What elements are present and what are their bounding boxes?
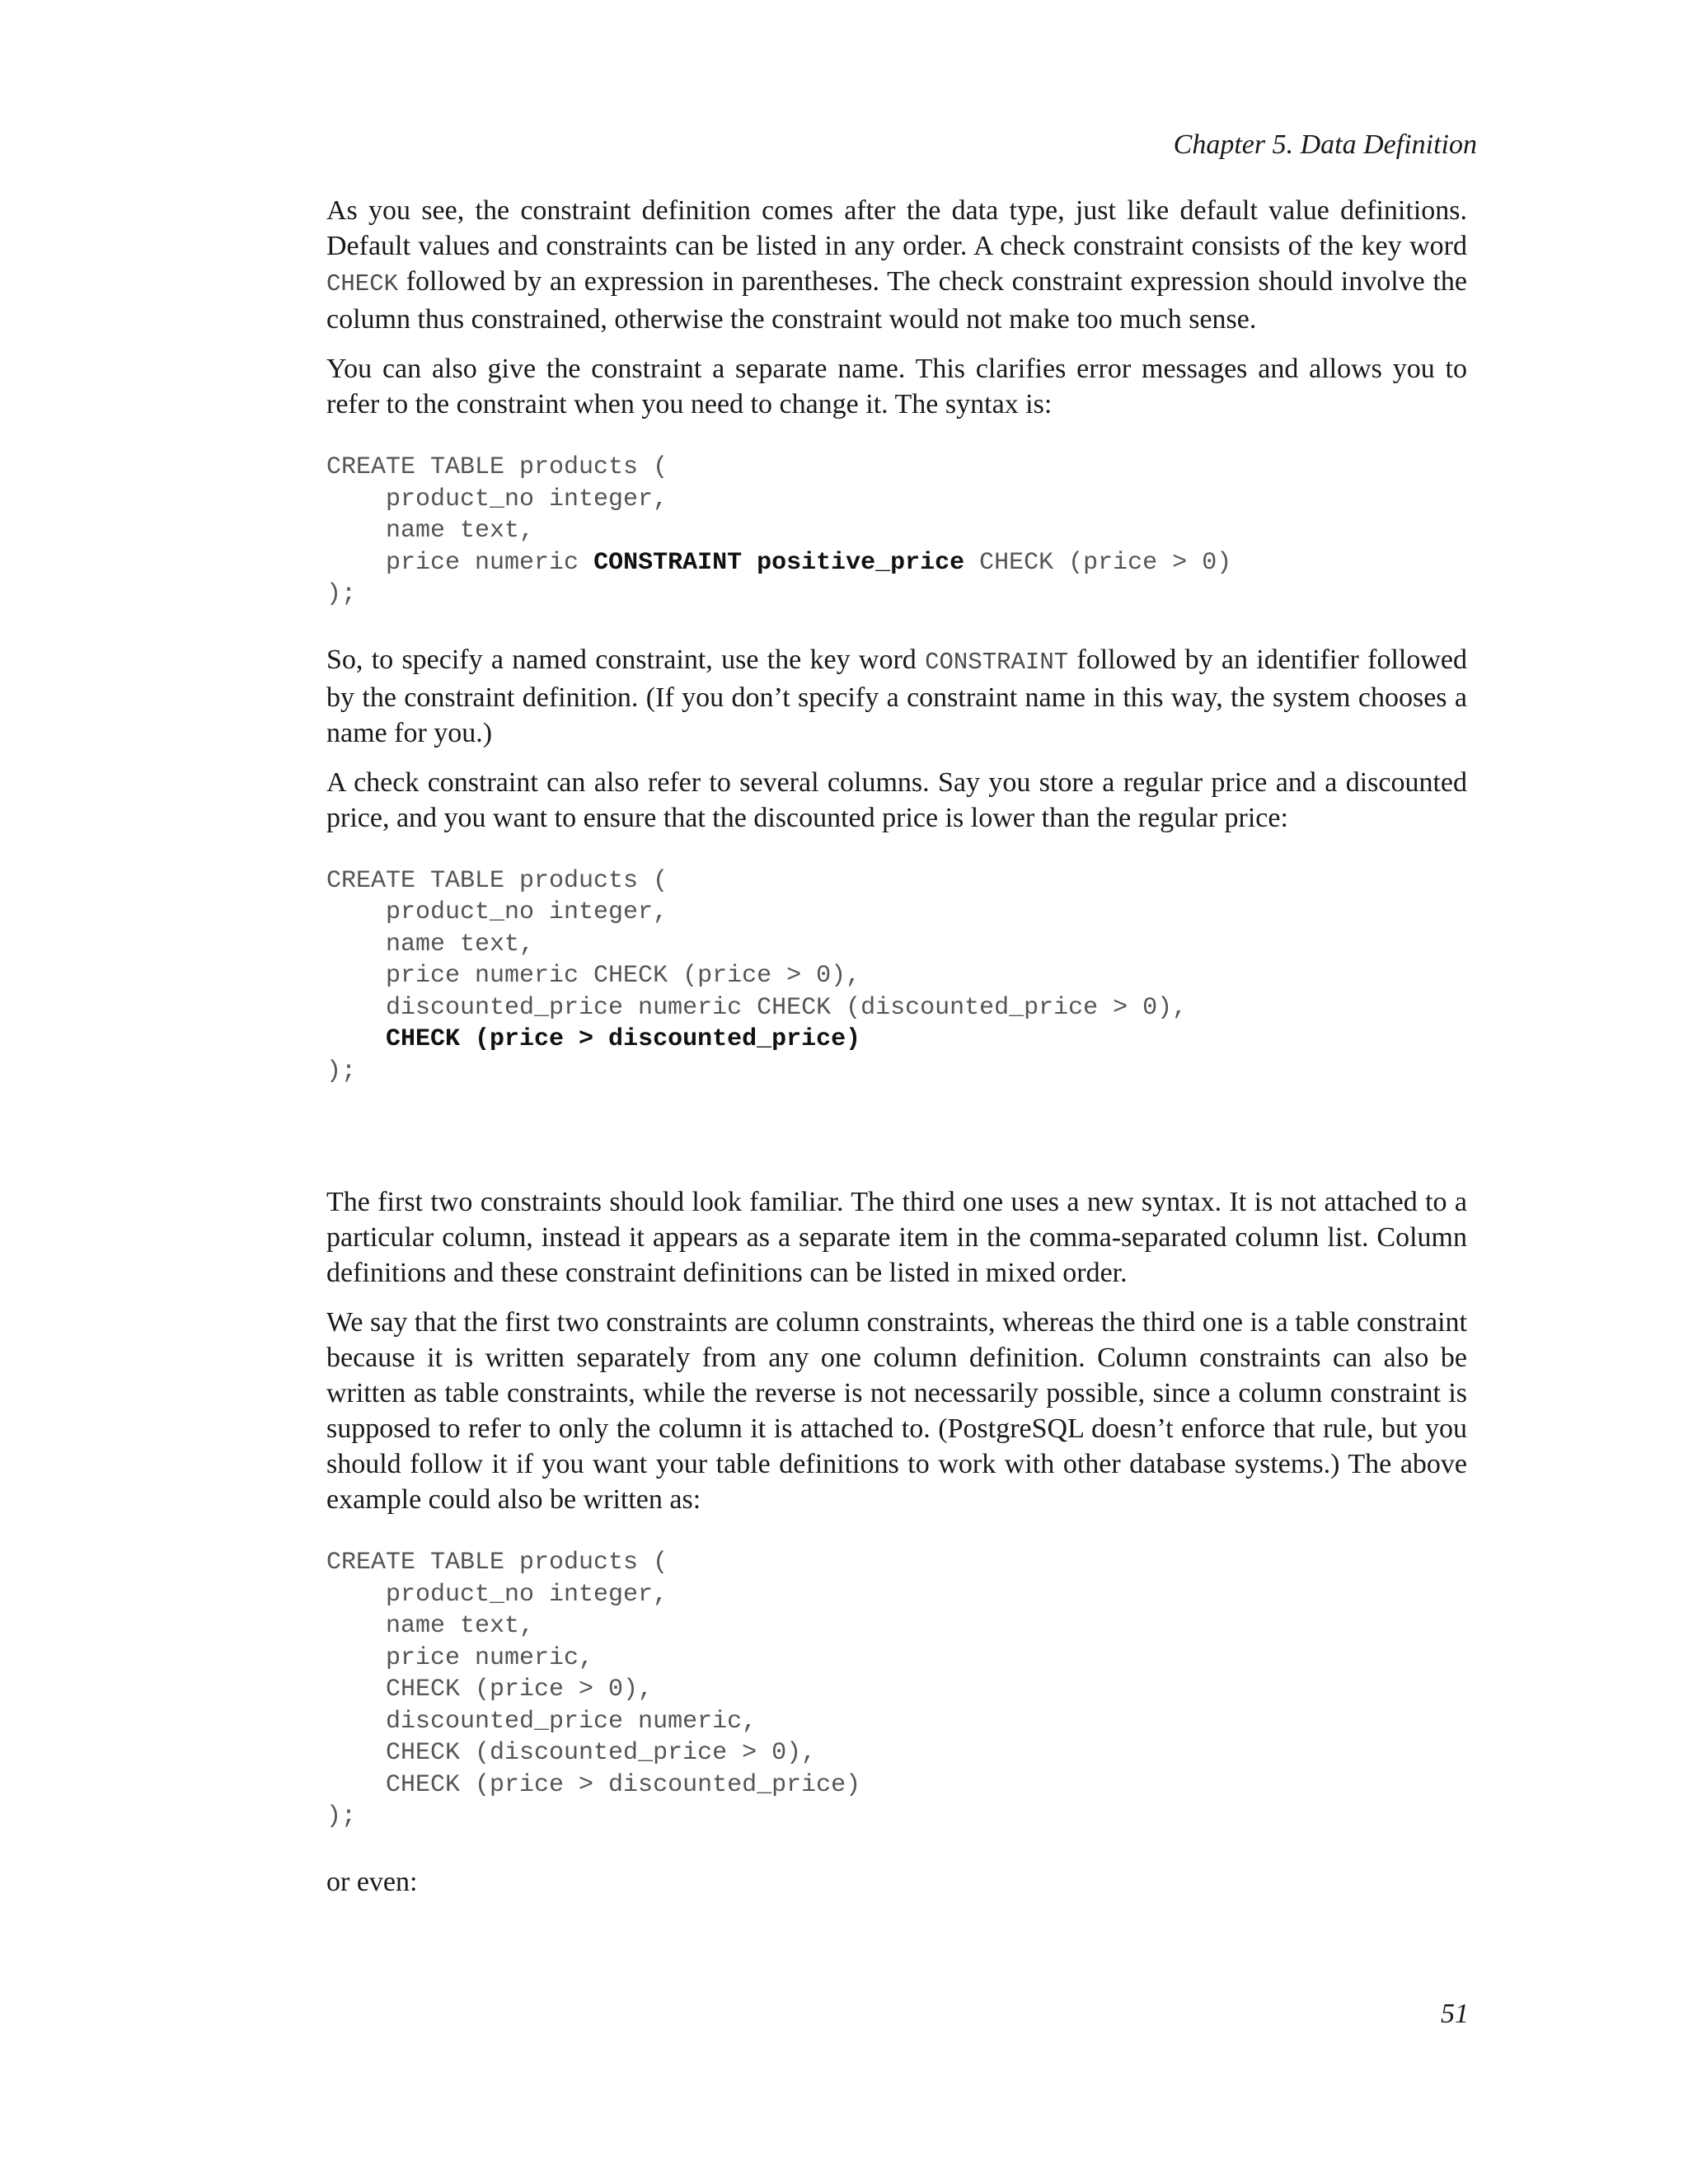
- code-text: price numeric: [326, 548, 594, 577]
- code-line: discounted_price numeric,: [326, 1707, 757, 1736]
- code-text: CHECK (price > 0): [964, 548, 1232, 577]
- paragraph-text: So, to specify a named constraint, use the key word: [326, 644, 926, 675]
- running-header: Chapter 5. Data Definition: [1173, 129, 1477, 160]
- paragraph-or-even: or even:: [326, 1866, 418, 1897]
- paragraph-column-vs-table-constraints: We say that the first two constraints are column constraints, whereas the third one is a table constraint because it is written separately from any one column definition. Column constraints can also be written as table constraints, while the reverse is not necessarily possible, since a column constraint is supposed to refer to only the column it is attached to. (PostgreSQL doesn’t enforce that rule, but you should follow it if you want your table definitions to work with other database systems.) The above example could also be written as:: [326, 1307, 1467, 1515]
- code-line: price numeric CHECK (price > 0),: [326, 962, 861, 990]
- code-line: CREATE TABLE products (: [326, 1549, 668, 1577]
- code-line: CHECK (price > discounted_price): [326, 1770, 861, 1799]
- code-line: name text,: [326, 517, 535, 545]
- paragraph-new-syntax: The first two constraints should look familiar. The third one uses a new syntax. It is not attached to a particular column, instead it appears as a separate item in the comma-separated column list. Column definitions and these constraint definitions can be listed in mixed order.: [326, 1187, 1467, 1288]
- code-block-named-constraint: [326, 452, 1467, 611]
- code-line: [326, 1024, 1467, 1056]
- paragraph-text: followed by an identifier followed by the constraint definition. (If you don’t specify a constraint name in this way, the system chooses a name for you.): [326, 644, 1468, 748]
- code-line: name text,: [326, 1612, 535, 1640]
- code-text: [326, 1025, 386, 1053]
- inline-code-constraint: CONSTRAINT: [925, 648, 1069, 676]
- paragraph-text: As you see, the constraint definition comes after the data type, just like default value definitions. Default values and constraints can be listed in any order. A check constraint consists of the key word: [326, 195, 1467, 261]
- vertical-spacer: [326, 1118, 1467, 1184]
- code-line: price numeric,: [326, 1643, 594, 1672]
- inline-code-check: CHECK: [326, 270, 399, 298]
- paragraph-constraint-keyword: [326, 642, 1467, 751]
- code-line: product_no integer,: [326, 1580, 668, 1609]
- code-line: );: [326, 1802, 357, 1830]
- code-line: CHECK (discounted_price > 0),: [326, 1739, 817, 1767]
- code-line: product_no integer,: [326, 898, 668, 926]
- paragraph-text: followed by an expression in parentheses. The check constraint expression should involve the column thus constrained, otherwise the constraint would not make too much sense.: [326, 266, 1467, 335]
- code-highlight: CONSTRAINT positive_price: [593, 548, 965, 577]
- code-block-table-constraint: [326, 865, 1467, 1088]
- code-line: CREATE TABLE products (: [326, 866, 668, 895]
- code-line: name text,: [326, 930, 535, 958]
- code-line: CHECK (price > 0),: [326, 1675, 654, 1704]
- code-block-all-table-constraints: [326, 1547, 1467, 1833]
- code-line: CREATE TABLE products (: [326, 453, 668, 481]
- code-line: );: [326, 1057, 357, 1085]
- page-number: 51: [1441, 1999, 1469, 2029]
- page-body: [326, 193, 1467, 1914]
- paragraph-multi-column-check: A check constraint can also refer to several columns. Say you store a regular price and a discounted price, and you want to ensure that the discounted price is lower than the regular price:: [326, 766, 1467, 833]
- code-highlight: CHECK (price > discounted_price): [386, 1025, 861, 1053]
- paragraph-check-constraint-intro: [326, 193, 1467, 337]
- code-line: product_no integer,: [326, 485, 668, 513]
- paragraph-named-constraint: You can also give the constraint a separate name. This clarifies error messages and allows you to refer to the constraint when you need to change it. The syntax is:: [326, 354, 1467, 419]
- code-line: discounted_price numeric CHECK (discounted_price > 0),: [326, 993, 1188, 1022]
- code-line: [326, 547, 1467, 579]
- code-line: );: [326, 580, 357, 608]
